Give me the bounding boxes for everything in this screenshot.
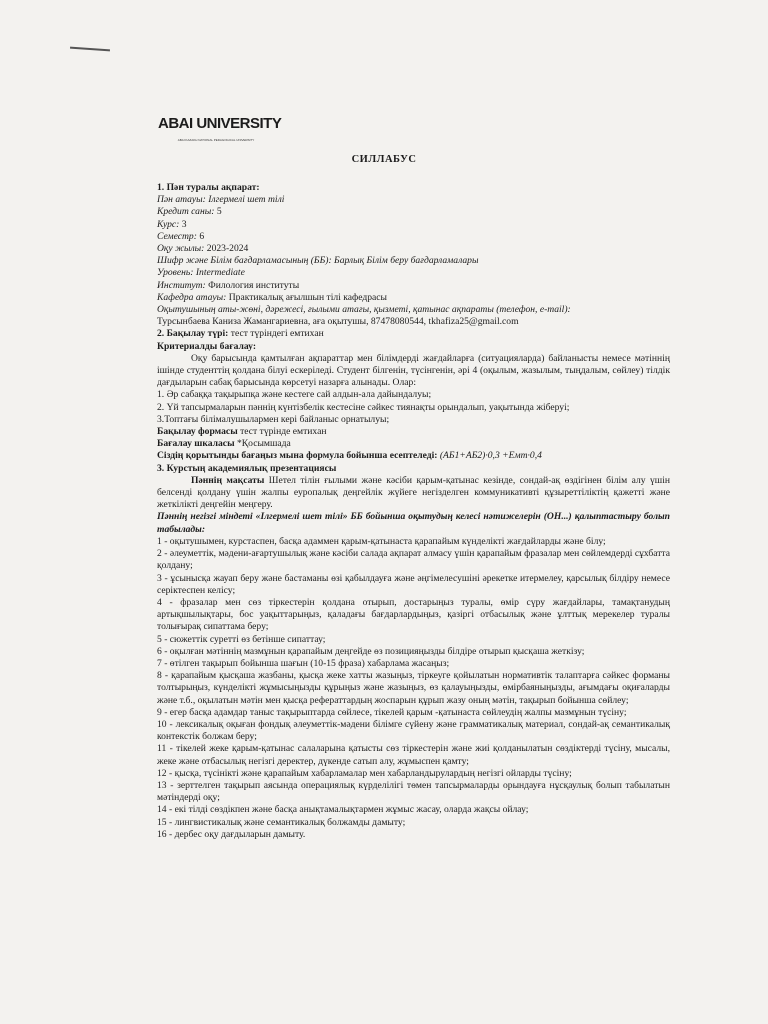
learning-outcome: 14 - екі тілді сөздікпен және басқа анықтамалықтармен жұмыс жасау, оларда жақсы ойлау; [157, 804, 529, 816]
criteria-text: Оқу барысында қамтылған ақпараттар мен білімдерді жағдайларға (ситуацияларда) байланысты немесе мәтіннің ішінде студенттің қолдана білуі ескеріледі. Студент білгенін, түсінгенін, әрі 4 (оқылым, жазылым, тыңдалым, сөйлеу) тілдік дағдыларын сабақ барысында көрсетуі назарға алынады. Олар: [157, 352, 670, 389]
learning-outcome: 3 - ұсынысқа жауап беру және бастаманы өзі қабылдауға және әңгімелесушіні әрекетке итермелеу, қарсылық білдіру немесе серіктеспен келісу; [157, 572, 670, 596]
learning-outcome: 9 - егер басқа адамдар таныс тақырыптарда сөйлесе, тікелей қарым -қатынаста сөйлеудің жалпы мазмұнын түсіну; [157, 706, 627, 718]
logo-text: ABAI UNIVERSITY [158, 115, 282, 132]
course-field: Кредит саны: 5 [157, 206, 222, 218]
learning-outcome: 11 - тікелей жеке қарым-қатынас салаларына қатысты сөз тіркестерін және жиі қолданылатын сөздіктерді түсіну, мысалы, жеке және отбасылық негізгі деректер, дүкенде сатып алу, жұмыспен қамту; [157, 743, 670, 767]
course-field: Шифр және Білім бағдарламасының (ББ): Барлық Білім беру бағдарламалары [157, 255, 479, 267]
university-logo [158, 110, 282, 154]
course-field: Оқу жылы: 2023-2024 [157, 243, 249, 255]
teacher-label: Оқытушының аты-жөні, дәрежесі, ғылыми атағы, қызметі, қатынас ақпараты (телефон, e-mail): [157, 304, 571, 316]
criteria-heading: Критериалды бағалау: [157, 340, 257, 352]
course-field: Пән атауы: Ілгермелі шет тілі [157, 194, 285, 206]
control-form: Бақылау формасы тест түрінде емтихан [157, 426, 327, 438]
criteria-item: 2. Үй тапсырмаларын пәннің күнтізбелік кестесіне сәйкес тиянақты орындалып, уақытында жіберуі; [157, 401, 570, 413]
course-field: Уровень: Intermediate [157, 267, 245, 279]
learning-outcome: 16 - дербес оқу дағдыларын дамыту. [157, 828, 306, 840]
logo-caption: ABAI KAZAKH NATIONAL PEDAGOGICAL UNIVERSITY [177, 138, 255, 142]
criteria-item: 1. Әр сабаққа тақырыпқа және кестеге сай алдын-ала дайындалуы; [157, 389, 432, 401]
learning-outcome: 13 - зерттелген тақырып аясында операциялық күрделілігі төмен тапсырмаларды орындауға нұсқаулық болып табылатын мәтіндерді оқу; [157, 779, 670, 804]
page-title: СИЛЛАБУС [351, 154, 417, 165]
course-info-fields [157, 194, 670, 304]
course-field: Семестр: 6 [157, 230, 205, 242]
learning-outcome: 12 - қысқа, түсінікті және қарапайым хабарламалар мен хабарландырулардың негізгі ойларды түсіну; [157, 767, 572, 779]
learning-outcome: 8 - қарапайым қысқаша жазбаны, қысқа жеке хатты жазыңыз, тіркеуге қойылатын нормативтік талаптарға сәйкес форманы толтырыңыз, күнделікті жұмысыңызды құрыңыз және жазыңыз, өз қалауыңызды, өмірбаяныңызды, ағымдағы оқиғаларды және т.б., оқылатын мәтін мен қысқа рефераттардың жоспарын құрып жазу оның мәтін, тақырып бойынша сөйлеу; [157, 670, 670, 706]
final-grade-formula: Сіздің қорытынды бағаңыз мына формула бойынша есептеледі: (АБ1+АБ2)·0,3 +Емт·0,4 [157, 450, 542, 462]
learning-outcomes-list [157, 536, 670, 841]
learning-outcome: 7 - өтілген тақырып бойынша шағын (10-15 фраза) хабарлама жасаңыз; [157, 657, 450, 669]
learning-outcome: 10 - лексикалық оқыған фондық әлеуметтік-мәдени білімге сүйену және грамматикалық материал, сондай-ақ семантикалық контекстік болжам беру; [157, 718, 670, 743]
criteria-item: 3.Топтағы білімалушылармен кері байланыс орнатылуы; [157, 413, 390, 425]
syllabus-content [157, 182, 670, 841]
main-task-heading: Пәннің негізгі міндеті «Ілгермелі шет тілі» ББ бойынша оқытудың келесі нәтижелерін (ОН...) қалыптастыру болып табылады: [157, 511, 670, 535]
learning-outcome: 2 - әлеуметтік, мәдени-ағартушылық және кәсіби салада ақпарат алмасу үшін қарапайым фразалар мен сөйлемдерді сұхбатта қолдану; [157, 548, 670, 572]
section3-heading: 3. Курстың академиялық презентациясы [157, 462, 337, 474]
course-goal: Пәннің мақсаты Шетел тілін ғылыми және кәсіби қарым-қатынас кезінде, сондай-ақ өздігінен білім алу үшін белсенді қолдану үшін жалпы еуропалық деңгейлік жүйеге негізделген коммуникативті құзыреттіліктің қажетті және жеткілікті деңгейін меңгеру. [157, 474, 670, 511]
teacher-value: Турсынбаева Каниза Жамангариевна, аға оқытушы, 87478080544, tkhafiza25@gmail.com [157, 316, 519, 328]
learning-outcome: 5 - сюжеттік суретті өз бетінше сипаттау; [157, 633, 326, 645]
learning-outcome: 4 - фразалар мен сөз тіркестерін қолдана отырып, достарыңыз туралы, өмір сүру жағдайлары, тамақтанудың артықшылықтары, бос уақыттарыңыз, қаладағы бағдарлардыңыз, қазіргі отбасылық және ұлттық мерекелер туралы толығырақ сипаттама беру; [157, 596, 670, 633]
criteria-list [157, 389, 670, 426]
learning-outcome: 6 - оқылған мәтіннің мазмұнын қарапайым деңгейде өз позицияңызды білдіре отырып қысқаша жеткізу; [157, 645, 585, 657]
section2-heading: 2. Бақылау түрі: тест түріндегі емтихан [157, 328, 324, 340]
section1-heading: 1. Пән туралы ақпарат: [157, 182, 260, 193]
grading-scale: Бағалау шкаласы *Қосымшада [157, 438, 291, 450]
course-field: Институт: Филология институты [157, 279, 300, 291]
learning-outcome: 15 - лингвистикалық және семантикалық болжамды дамыту; [157, 816, 406, 828]
course-field: Курс: 3 [157, 218, 187, 230]
course-field: Кафедра атауы: Практикалық ағылшын тілі кафедрасы [157, 291, 387, 303]
pen-mark [70, 47, 110, 52]
learning-outcome: 1 - оқытушымен, курстаспен, басқа адаммен қарым-қатынаста қарапайым күнделікті жағдайларды және білу; [157, 535, 606, 547]
